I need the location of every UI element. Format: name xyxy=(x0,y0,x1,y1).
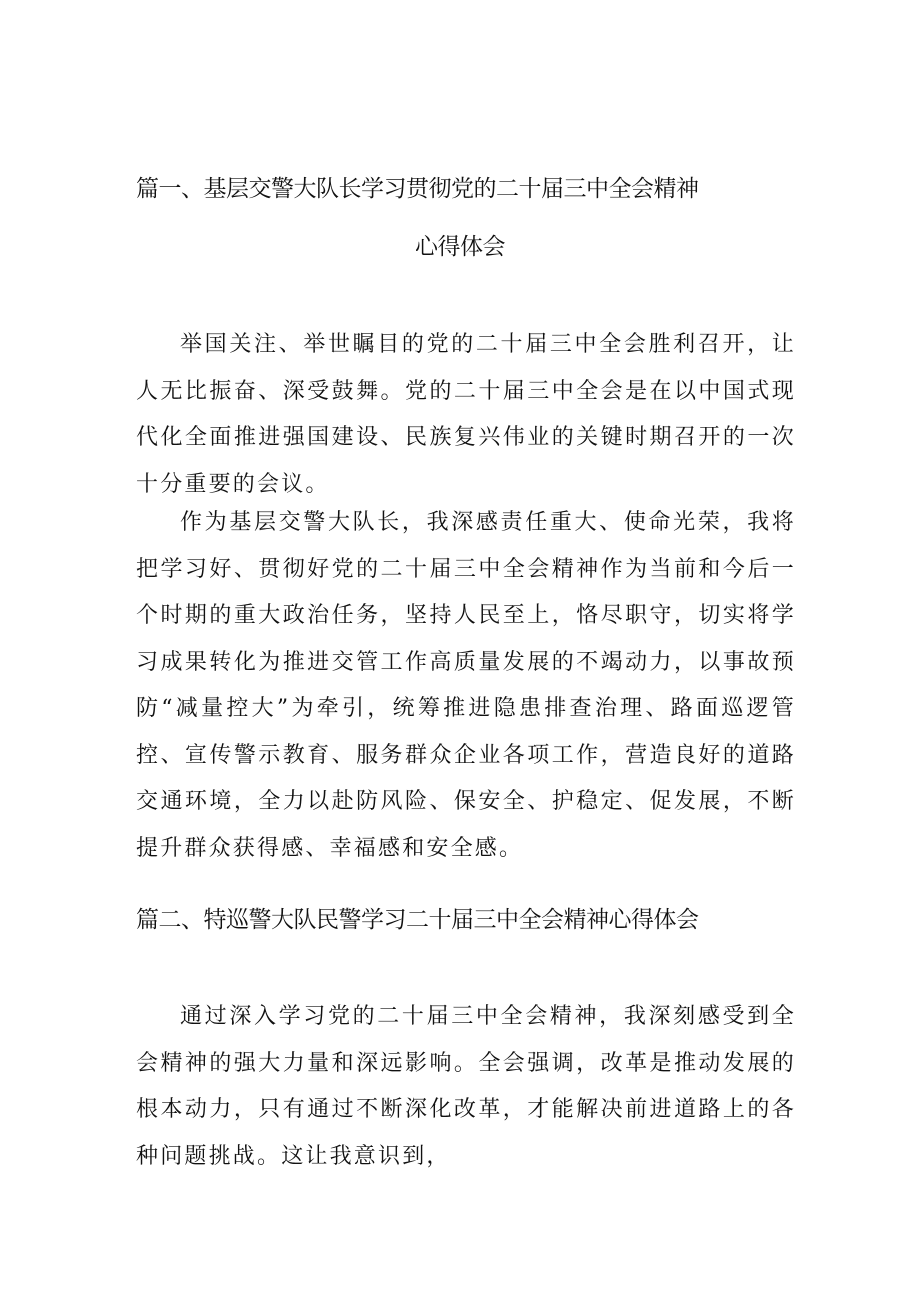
section1-paragraph-2: 作为基层交警大队长，我深感责任重大、使命光荣，我将把学习好、贯彻好党的二十届三中全会精神作为当前和今后一个时期的重大政治任务，坚持人民至上，恪尽职守，切实将学习成果转化为推进交管工作高质量发展的不竭动力，以事故预防“减量控大”为牵引，统筹推进隐患排查治理、路面巡逻管控、宣传警示教育、服务群众企业各项工作，营造良好的道路交通环境，全力以赴防风险、保安全、护稳定、促发展，不断提升群众获得感、幸福感和安全感。 xyxy=(136,510,796,861)
section1-paragraph-1: 举国关注、举世瞩目的党的二十届三中全会胜利召开，让人无比振奋、深受鼓舞。党的二十届三中全会是在以中国式现代化全面推进强国建设、民族复兴伟业的关键时期召开的一次十分重要的会议。 xyxy=(136,332,796,497)
section1-title-line2: 心得体会 xyxy=(415,234,505,260)
section2-title: 篇二、特巡警大队民警学习二十届三中全会精神心得体会 xyxy=(136,907,699,933)
section1-title-line1: 篇一、基层交警大队长学习贯彻党的二十届三中全会精神 xyxy=(136,176,699,202)
section2-paragraph-1: 通过深入学习党的二十届三中全会精神，我深刻感受到全会精神的强大力量和深远影响。全会强调，改革是推动发展的根本动力，只有通过不断深化改革，才能解决前进道路上的各种问题挑战。这让我意识到， xyxy=(136,1004,796,1169)
